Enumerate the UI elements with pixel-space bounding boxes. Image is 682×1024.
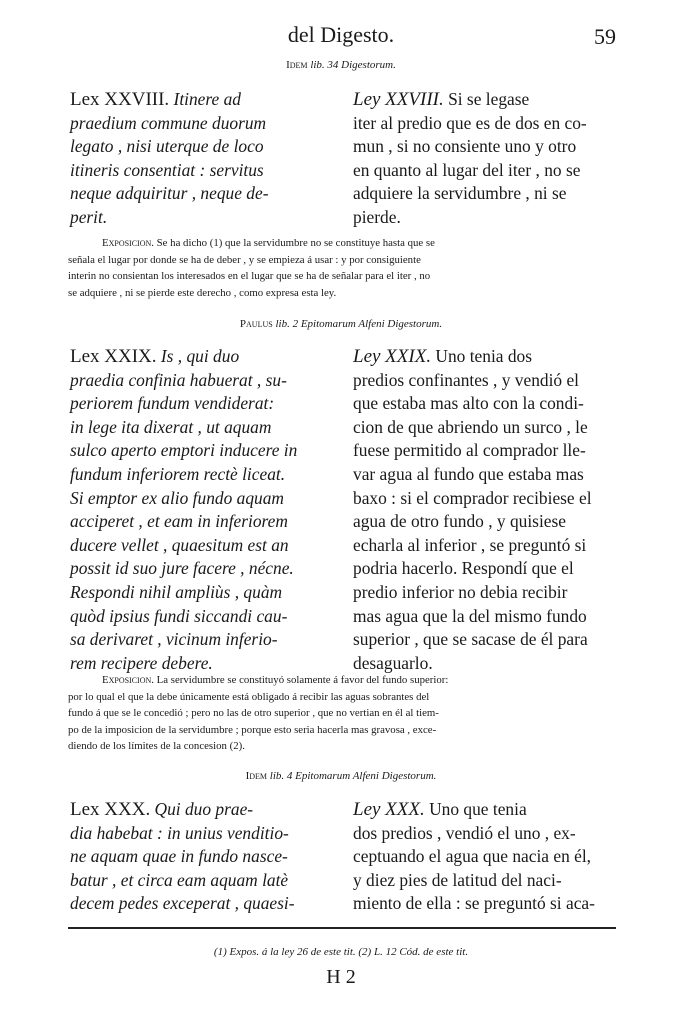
printer-signature: H 2 (326, 966, 356, 988)
ley-heading: Ley XXX. (353, 799, 425, 820)
lex-heading: Lex XXIX. (70, 346, 157, 367)
ley-heading: Ley XXIX. (353, 346, 432, 367)
latin-text-lex-29: Lex XXIX. Is , qui duo praedia confinia habuerat , su- periorem fundum vendiderat: in lege ita dixerat , ut aquam sulco aperto emptori inducere in fundum inferiorem rectè liceat. Si emptor ex alio fundo aquam acciperet , et eam in inferiorem ducere vellet , quaesitum est an possit id suo jure facere , nécne. Respondi nihil ampliùs , quàm quòd ipsius fundi siccandi cau- sa derivaret , vicinum inferio- rem recipere debere. (70, 346, 298, 673)
source-caption: Idem lib. 4 Epitomarum Alfeni Digestorum. (245, 770, 437, 782)
exposicion-label: Exposicion. (102, 674, 154, 686)
footnotes: (1) Expos. á la ley 26 de este tit. (2) L. 12 Cód. de este tit. (213, 946, 469, 958)
footnote-divider (68, 927, 616, 929)
source-caption: Idem lib. 34 Digestorum. (286, 59, 396, 71)
exposicion-paragraph: Exposicion. Se ha dicho (1) que la servidumbre no se constituye hasta que se señala el lugar por donde se ha de deber , y se empieza á usar : y por consiguiente interin no consientan los interesados en el lugar que se ha de señalar para el iter , no se adquiere , ni se pierde este derecho , como expresa esta ley. (68, 237, 435, 299)
lex-heading: Lex XXVIII. (70, 89, 170, 110)
latin-text-lex-28: Lex XXVIII. Itinere ad praedium commune duorum legato , nisi uterque de loco itineris consentiat : servitus neque adquiritur , neque de- perit. (70, 89, 269, 227)
latin-text-lex-30: Lex XXX. Qui duo prae- dia habebat : in unius venditio- ne aquam quae in fundo nasce- batur , et circa eam aquam latè decem pedes exceperat , quaesi- (70, 799, 295, 914)
lex-heading: Lex XXX. (70, 799, 151, 820)
exposicion-paragraph: Exposicion. La servidumbre se constituyó solamente á favor del fundo superior: por lo qual el que la debe únicamente está obligado á recibir las aguas sobrantes del fundo á que se le concedió ; pero no las de otro superior , que no vertian en él al tiem- po de la imposicion de la servidumbre ; porque esto seria hacerla mas gravosa , exce- diendo de los límites de la concesion (2). (68, 674, 449, 753)
page-number: 59 (594, 24, 616, 49)
exposicion-label: Exposicion. (102, 237, 154, 249)
spanish-text-ley-28: Ley XXVIII. Si se legase iter al predio que es de dos en co- mun , si no consiente uno y otro en quanto al lugar del iter , no se adquiere la servidumbre , ni se pierde. (353, 89, 587, 227)
spanish-text-ley-30: Ley XXX. Uno que tenia dos predios , vendió el uno , ex- ceptuando el agua que nacia en él, y diez pies de latitud del naci- miento de ella : se preguntó si aca- (353, 799, 595, 914)
running-header-title: del Digesto. (287, 22, 395, 47)
spanish-text-ley-29: Ley XXIX. Uno tenia dos predios confinantes , y vendió el que estaba mas alto con la condi- cion de que abriendo un surco , le fuese permitido al comprador lle- var agua al fundo que estaba mas baxo : si el comprador recibiese el agua de otro fundo , y quisiese echarla al inferior , se preguntó si podria hacerlo. Respondí que el predio inferior no debia recibir mas agua que la del mismo fundo superior , que se sacase de él para desaguarlo. (353, 346, 592, 673)
source-caption: Paulus lib. 2 Epitomarum Alfeni Digestorum. (239, 318, 443, 330)
ley-heading: Ley XXVIII. (353, 89, 444, 110)
